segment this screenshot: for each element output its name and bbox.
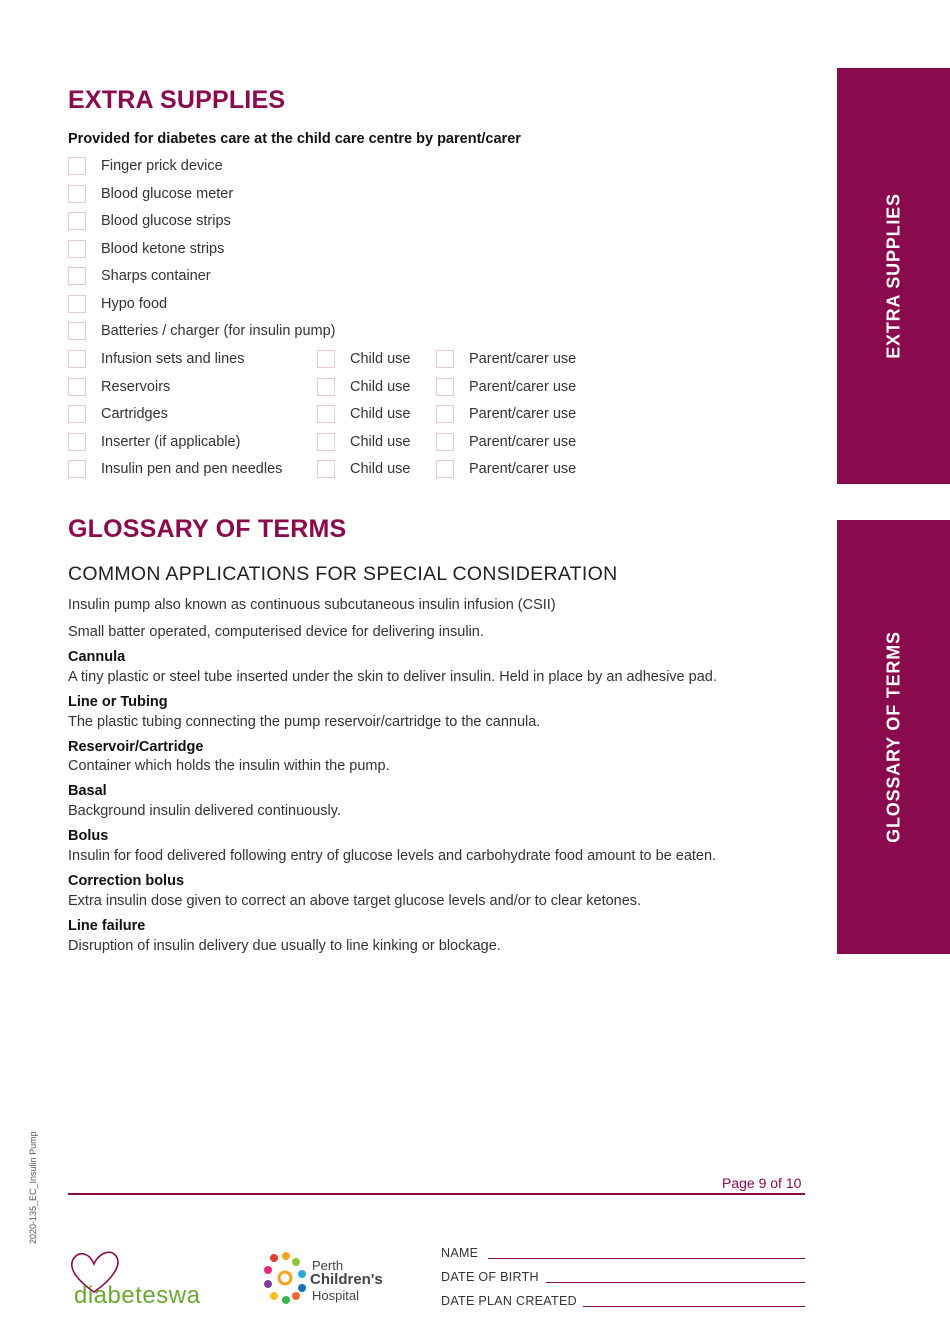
diabeteswa-logo bbox=[66, 1244, 236, 1310]
term-basal: Basal bbox=[68, 783, 107, 799]
side-tab-extra-supplies-label: EXTRA SUPPLIES bbox=[883, 193, 903, 359]
definition-basal: Background insulin delivered continuously. bbox=[68, 803, 341, 819]
plan-date-field[interactable] bbox=[583, 1306, 805, 1307]
name-field[interactable] bbox=[488, 1258, 805, 1259]
side-tab-glossary-label: GLOSSARY OF TERMS bbox=[883, 631, 903, 843]
checkbox-reservoirs-parent[interactable] bbox=[436, 378, 454, 396]
checkbox-cartridges[interactable] bbox=[68, 405, 86, 423]
checkbox-infusion-sets-parent[interactable] bbox=[436, 350, 454, 368]
name-label: NAME bbox=[441, 1246, 479, 1260]
child-use-label: Child use bbox=[350, 351, 411, 367]
checkbox-batteries[interactable] bbox=[68, 322, 86, 340]
checkbox-insulin-pen-child[interactable] bbox=[317, 460, 335, 478]
dob-label: DATE OF BIRTH bbox=[441, 1270, 539, 1284]
child-use-label: Child use bbox=[350, 379, 411, 395]
definition-bolus: Insulin for food delivered following entry of glucose levels and carbohydrate food amount to be eaten. bbox=[68, 848, 717, 864]
term-cannula: Cannula bbox=[68, 649, 126, 665]
checkbox-glucose-meter[interactable] bbox=[68, 185, 86, 203]
side-tab-glossary[interactable] bbox=[837, 520, 950, 954]
pch-wordmark-line1: Perth bbox=[312, 1258, 344, 1273]
child-use-label: Child use bbox=[350, 461, 411, 477]
dob-field[interactable] bbox=[546, 1282, 805, 1283]
supply-label: Infusion sets and lines bbox=[101, 351, 245, 367]
checkbox-insulin-pen[interactable] bbox=[68, 460, 86, 478]
checkbox-glucose-strips[interactable] bbox=[68, 212, 86, 230]
supply-label: Finger prick device bbox=[101, 158, 223, 174]
parent-use-label: Parent/carer use bbox=[469, 434, 577, 450]
child-use-label: Child use bbox=[350, 434, 411, 450]
checkbox-reservoirs[interactable] bbox=[68, 378, 86, 396]
checkbox-infusion-sets-child[interactable] bbox=[317, 350, 335, 368]
footer-divider bbox=[68, 1193, 805, 1195]
pch-wordmark-line3: Hospital bbox=[312, 1288, 359, 1303]
definition-line-tubing: The plastic tubing connecting the pump reservoir/cartridge to the cannula. bbox=[68, 714, 541, 730]
pch-logo bbox=[262, 1252, 402, 1308]
glossary-intro-1: Insulin pump also known as continuous subcutaneous insulin infusion (CSII) bbox=[68, 597, 556, 613]
glossary-intro-2: Small batter operated, computerised device for delivering insulin. bbox=[68, 624, 484, 640]
supply-label: Blood glucose meter bbox=[101, 186, 234, 202]
term-line-failure: Line failure bbox=[68, 918, 146, 934]
definition-line-failure: Disruption of insulin delivery due usually to line kinking or blockage. bbox=[68, 938, 501, 954]
checkbox-hypo-food[interactable] bbox=[68, 295, 86, 313]
checkbox-reservoirs-child[interactable] bbox=[317, 378, 335, 396]
supply-label: Reservoirs bbox=[101, 379, 171, 395]
supply-label: Blood glucose strips bbox=[101, 213, 231, 229]
diabeteswa-wordmark: diabeteswa bbox=[74, 1282, 201, 1309]
term-line-tubing: Line or Tubing bbox=[68, 694, 168, 710]
supply-label: Cartridges bbox=[101, 406, 168, 422]
glossary-title: GLOSSARY OF TERMS bbox=[68, 515, 347, 543]
child-use-label: Child use bbox=[350, 406, 411, 422]
term-correction-bolus: Correction bolus bbox=[68, 873, 185, 889]
common-applications-title: COMMON APPLICATIONS FOR SPECIAL CONSIDERATION bbox=[68, 563, 618, 585]
pch-wordmark-line2: Children's bbox=[310, 1271, 383, 1288]
parent-use-label: Parent/carer use bbox=[469, 406, 577, 422]
parent-use-label: Parent/carer use bbox=[469, 461, 577, 477]
checkbox-insulin-pen-parent[interactable] bbox=[436, 460, 454, 478]
supply-label: Batteries / charger (for insulin pump) bbox=[101, 323, 336, 339]
supply-label: Insulin pen and pen needles bbox=[101, 461, 283, 477]
extra-supplies-title: EXTRA SUPPLIES bbox=[68, 86, 286, 114]
checkbox-ketone-strips[interactable] bbox=[68, 240, 86, 258]
checkbox-finger-prick[interactable] bbox=[68, 157, 86, 175]
definition-reservoir: Container which holds the insulin within the pump. bbox=[68, 758, 390, 774]
supply-label: Hypo food bbox=[101, 296, 168, 312]
checkbox-inserter-child[interactable] bbox=[317, 433, 335, 451]
pinwheel-logo-icon bbox=[262, 1252, 308, 1308]
checkbox-inserter[interactable] bbox=[68, 433, 86, 451]
definition-cannula: A tiny plastic or steel tube inserted under the skin to deliver insulin. Held in place by an adhesive pad. bbox=[68, 669, 717, 685]
checkbox-inserter-parent[interactable] bbox=[436, 433, 454, 451]
term-reservoir: Reservoir/Cartridge bbox=[68, 739, 204, 755]
checkbox-cartridges-child[interactable] bbox=[317, 405, 335, 423]
parent-use-label: Parent/carer use bbox=[469, 351, 577, 367]
definition-correction-bolus: Extra insulin dose given to correct an above target glucose levels and/or to clear ketones. bbox=[68, 893, 642, 909]
term-bolus: Bolus bbox=[68, 828, 109, 844]
plan-date-label: DATE PLAN CREATED bbox=[441, 1294, 577, 1308]
checkbox-cartridges-parent[interactable] bbox=[436, 405, 454, 423]
supply-label: Blood ketone strips bbox=[101, 241, 225, 257]
checkbox-sharps-container[interactable] bbox=[68, 267, 86, 285]
supply-label: Inserter (if applicable) bbox=[101, 434, 241, 450]
extra-supplies-subtitle: Provided for diabetes care at the child care centre by parent/carer bbox=[68, 131, 521, 147]
supply-label: Sharps container bbox=[101, 268, 211, 284]
parent-use-label: Parent/carer use bbox=[469, 379, 577, 395]
document-code: 2020-135_EC_Insulin Pump bbox=[28, 1131, 38, 1244]
side-tab-extra-supplies[interactable] bbox=[837, 68, 950, 484]
page-number: Page 9 of 10 bbox=[722, 1175, 802, 1191]
checkbox-infusion-sets[interactable] bbox=[68, 350, 86, 368]
